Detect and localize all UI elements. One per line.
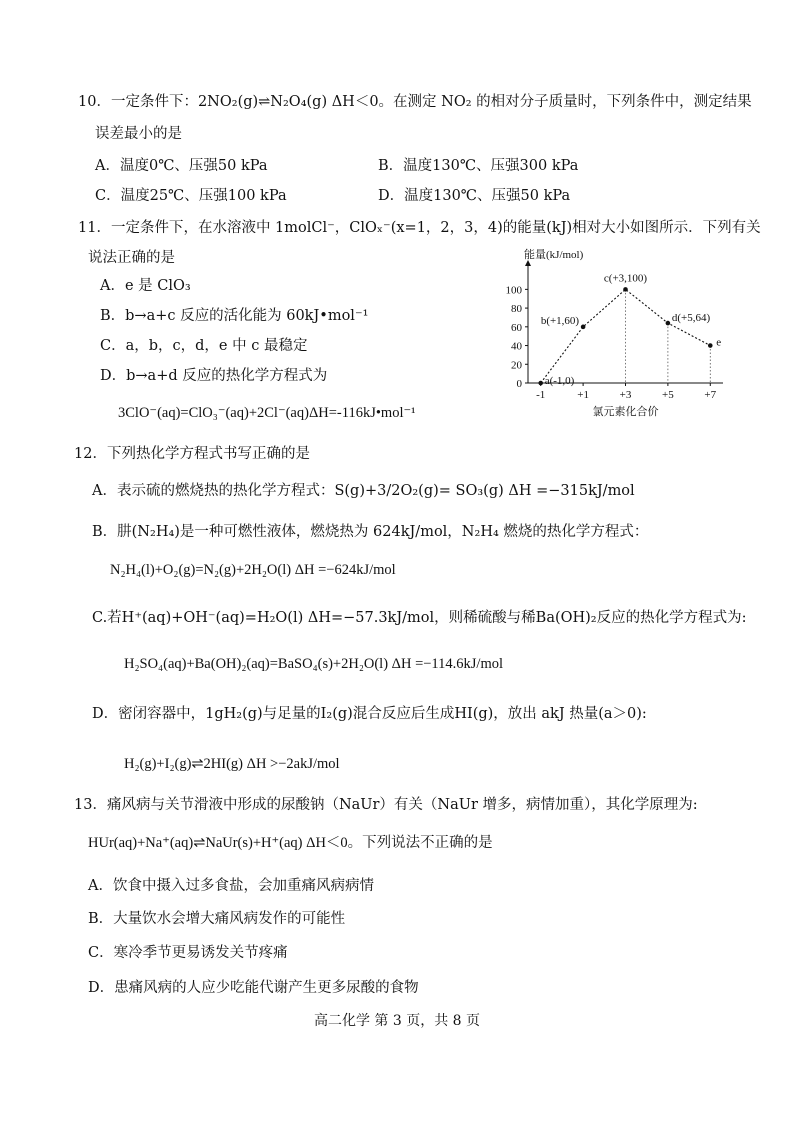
- q13-option-c: C．寒冷季节更易诱发关节疼痛: [88, 945, 288, 961]
- q12-option-d: D．密闭容器中，1gH₂(g)与足量的I₂(g)混合反应后生成HI(g)，放出 akJ 热量(a＞0):: [92, 706, 647, 722]
- energy-chart: [498, 245, 730, 435]
- q10-option-c: C．温度25℃、压强100 kPa: [95, 188, 287, 204]
- q12-option-c: C.若H⁺(aq)+OH⁻(aq)=H₂O(l) ΔH=−57.3kJ/mol，则稀硫酸与稀Ba(OH)₂反应的热化学方程式为:: [92, 610, 747, 626]
- y-tick-label: 0: [516, 378, 522, 390]
- data-point: [623, 287, 628, 292]
- q12-stem: 12．下列热化学方程式书写正确的是: [74, 446, 310, 462]
- point-label: d(+5,64): [671, 312, 711, 325]
- q10-option-b: B．温度130℃、压强300 kPa: [378, 158, 579, 174]
- data-point: [666, 321, 671, 326]
- y-tick-label: 80: [511, 303, 522, 316]
- q13-stem-line2: HUr(aq)+Na⁺(aq)⇌NaUr(s)+H⁺(aq) ΔH＜0。下列说法不正确的是: [88, 835, 493, 851]
- x-tick-label: +3: [619, 389, 632, 401]
- point-label: c(+3,100): [603, 272, 648, 285]
- q11-option-a: A．e 是 ClO₃: [100, 278, 191, 294]
- point-label: e: [716, 336, 722, 349]
- y-tick-label: 100: [505, 284, 522, 297]
- x-tick-label: +5: [662, 389, 674, 401]
- x-tick-label: +1: [577, 389, 589, 401]
- q12-option-c-equation: H₂SO₄(aq)+Ba(OH)₂(aq)=BaSO₄(s)+2H₂O(l) ΔH =−114.6kJ/mol: [124, 656, 503, 672]
- q10-stem-line1: 10．一定条件下：2NO₂(g)⇌N₂O₄(g) ΔH＜0。在测定 NO₂ 的相对分子质量时，下列条件中，测定结果: [78, 94, 752, 110]
- q10-option-d: D．温度130℃、压强50 kPa: [378, 188, 571, 204]
- q11-option-d-equation: 3ClO⁻(aq)=ClO₃⁻(aq)+2Cl⁻(aq)ΔH=-116kJ•mol⁻¹: [118, 405, 416, 421]
- q10-option-a: A．温度0℃、压强50 kPa: [95, 158, 268, 174]
- q13-option-b: B．大量饮水会增大痛风病发作的可能性: [88, 911, 346, 927]
- x-tick-label: -1: [536, 389, 546, 401]
- q13-stem-line1: 13．痛风病与关节滑液中形成的尿酸钠（NaUr）有关（NaUr 增多，病情加重），其化学原理为:: [74, 797, 698, 813]
- q11-stem-line2: 说法正确的是: [88, 250, 175, 266]
- y-axis-label: 能量(kJ/mol): [524, 249, 584, 261]
- data-point: [538, 381, 543, 386]
- q10-stem-line2: 误差最小的是: [95, 126, 182, 142]
- q12-option-b-equation: N₂H₄(l)+O₂(g)=N₂(g)+2H₂O(l) ΔH =−624kJ/mol: [110, 562, 396, 578]
- q12-option-b: B．肼(N₂H₄)是一种可燃性液体，燃烧热为 624kJ/mol，N₂H₄ 燃烧的热化学方程式：: [92, 524, 649, 540]
- point-label: a(-1,0): [544, 375, 575, 387]
- q11-stem-line1: 11．一定条件下，在水溶液中 1molCl⁻，ClOₓ⁻(x=1，2，3，4)的能量(kJ)相对大小如图所示．下列有关: [78, 220, 761, 236]
- q11-option-d: D．b→a+d 反应的热化学方程式为: [100, 368, 328, 384]
- q12-option-a: A．表示硫的燃烧热的热化学方程式：S(g)+3/2O₂(g)= SO₃(g) ΔH =−315kJ/mol: [92, 483, 635, 499]
- y-tick-label: 60: [511, 321, 522, 334]
- q13-option-a: A．饮食中摄入过多食盐，会加重痛风病病情: [88, 878, 374, 894]
- page-footer: 高二化学 第 3 页，共 8 页: [313, 1013, 481, 1029]
- data-point: [581, 325, 586, 330]
- q11-option-b: B．b→a+c 反应的活化能为 60kJ•mol⁻¹: [100, 308, 369, 324]
- q13-option-d: D．患痛风病的人应少吃能代谢产生更多尿酸的食物: [88, 980, 419, 996]
- x-tick-label: +7: [704, 389, 717, 401]
- q12-option-d-equation: H₂(g)+I₂(g)⇌2HI(g) ΔH >−2akJ/mol: [124, 756, 340, 772]
- y-tick-label: 20: [511, 359, 522, 372]
- point-label: b(+1,60): [540, 314, 580, 327]
- q11-option-c: C．a，b，c，d，e 中 c 最稳定: [100, 338, 308, 354]
- data-point: [708, 343, 713, 348]
- x-axis-label: 氯元素化合价: [592, 406, 659, 418]
- y-tick-label: 40: [511, 340, 522, 353]
